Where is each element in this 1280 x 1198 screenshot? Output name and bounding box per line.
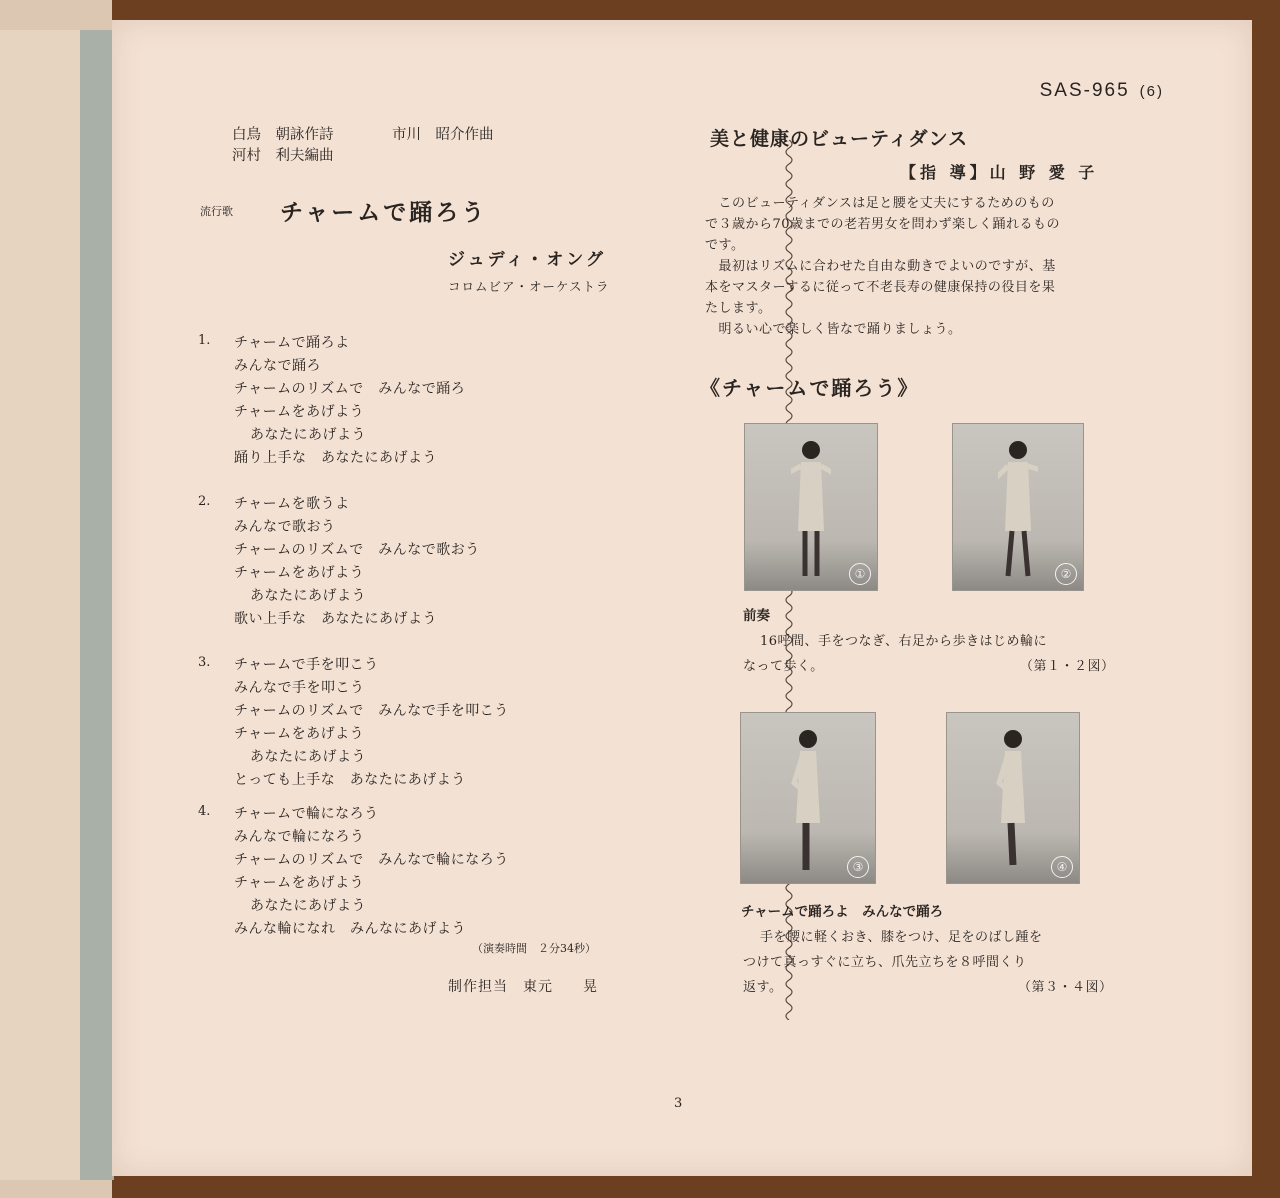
dance-title: 美と健康のビューティダンス bbox=[710, 128, 969, 150]
lyric-line: チャームで輪になろう bbox=[234, 806, 379, 822]
lyric-line: あなたにあげよう bbox=[250, 427, 366, 443]
section-title: 《チャームで踊ろう》 bbox=[700, 376, 920, 400]
step2-line-1: 手を腰に軽くおき、膝をつけ、足をのばし踵を bbox=[760, 930, 1043, 945]
verse-number: 3. bbox=[198, 655, 211, 670]
lyric-line: チャームをあげよう bbox=[234, 875, 365, 891]
verse-number: 4. bbox=[198, 804, 211, 819]
catalog-number bbox=[1040, 80, 1164, 102]
lyric-line: チャームをあげよう bbox=[234, 404, 365, 420]
lyric-line: みんなで歌おう bbox=[234, 519, 336, 535]
photo-number-1: ① bbox=[849, 563, 871, 585]
dance-intro-line: です。 bbox=[705, 238, 745, 253]
lyric-line: みんなで輪になろう bbox=[234, 829, 365, 845]
step1-heading: 前奏 bbox=[743, 608, 770, 624]
step1-line-1: 16呼間、手をつなぎ、右足から歩きはじめ輪に bbox=[760, 634, 1048, 649]
lyric-line: あなたにあげよう bbox=[250, 898, 366, 914]
lyric-line: チャームのリズムで みんなで手を叩こう bbox=[234, 703, 509, 719]
lyric-line: みんなで踊ろ bbox=[234, 358, 321, 374]
song-genre: 流行歌 bbox=[200, 205, 233, 218]
catalog-page: (6) bbox=[1139, 83, 1164, 100]
photo-number-3: ③ bbox=[847, 856, 869, 878]
dance-intro-line: このビューティダンスは足と腰を丈夫にするためのもの bbox=[705, 196, 1055, 211]
dance-intro-line: 本をマスターするに従って不老長寿の健康保持の役目を果 bbox=[705, 280, 1056, 295]
dance-intro-line: たします。 bbox=[705, 301, 772, 316]
dance-intro-line: で３歳から70歳までの老若男女を問わず楽しく踊れるもの bbox=[705, 217, 1061, 232]
page-number: 3 bbox=[674, 1096, 683, 1111]
lyric-line: とっても上手な あなたにあげよう bbox=[234, 772, 466, 788]
step2-line-3: 返す。 bbox=[743, 980, 783, 995]
verse-number: 2. bbox=[198, 494, 211, 509]
lyric-line: みんなで手を叩こう bbox=[234, 680, 365, 696]
artist-name: ジュディ・オング bbox=[448, 250, 606, 270]
dancer-figure bbox=[998, 436, 1038, 586]
orchestra-name: コロムビア・オーケストラ bbox=[448, 279, 610, 294]
dance-photo-2 bbox=[952, 423, 1084, 591]
dancer-figure bbox=[791, 436, 831, 586]
lyric-line: チャームのリズムで みんなで踊ろ bbox=[234, 381, 466, 397]
step1-line-2: なって歩く。 bbox=[743, 659, 824, 674]
lyric-line: あなたにあげよう bbox=[250, 588, 366, 604]
dance-intro-line: 最初はリズムに合わせた自由な動きでよいのですが、基 bbox=[705, 259, 1056, 274]
photo-number-4: ④ bbox=[1051, 856, 1073, 878]
photo-number-2: ② bbox=[1055, 563, 1077, 585]
song-title: チャームで踊ろう bbox=[280, 200, 488, 226]
catalog-code: SAS-965 bbox=[1039, 80, 1130, 101]
dance-photo-1 bbox=[744, 423, 878, 591]
dance-instructor: 【指 導】山 野 愛 子 bbox=[900, 163, 1099, 182]
lyric-line: チャームを歌うよ bbox=[234, 496, 350, 512]
lyric-line: チャームのリズムで みんなで歌おう bbox=[234, 542, 480, 558]
background-adjacent-sheet bbox=[0, 30, 82, 1180]
lyricist-credit: 白鳥 朝詠作詩 bbox=[232, 127, 334, 143]
dance-intro-line: 明るい心で楽しく皆なで踊りましょう。 bbox=[705, 322, 962, 337]
dancer-figure bbox=[993, 725, 1033, 875]
step2-heading: チャームで踊ろよ みんなで踊ろ bbox=[741, 904, 944, 920]
step1-figure-ref: （第１・２図） bbox=[1020, 659, 1115, 674]
lyric-line: チャームをあげよう bbox=[234, 565, 365, 581]
dancer-figure bbox=[788, 725, 828, 875]
lyric-line: みんな輪になれ みんなにあげよう bbox=[234, 921, 466, 937]
duration: （演奏時間 ２分34秒） bbox=[472, 942, 596, 955]
step2-line-2: つけて真っすぐに立ち、爪先立ちを８呼間くり bbox=[743, 955, 1027, 970]
producer-credit: 制作担当 東元 晃 bbox=[448, 979, 598, 995]
verse-number: 1. bbox=[198, 333, 211, 348]
lyric-line: 歌い上手な あなたにあげよう bbox=[234, 611, 437, 627]
arranger-credit: 河村 利夫編曲 bbox=[232, 148, 334, 164]
step2-figure-ref: （第３・４図） bbox=[1018, 980, 1113, 995]
lyric-line: 踊り上手な あなたにあげよう bbox=[234, 450, 437, 466]
lyric-line: チャームのリズムで みんなで輪になろう bbox=[234, 852, 509, 868]
composer-credit: 市川 昭介作曲 bbox=[392, 127, 494, 143]
background-sleeve-edge bbox=[80, 30, 114, 1180]
dance-photo-4 bbox=[946, 712, 1080, 884]
lyric-line: チャームをあげよう bbox=[234, 726, 365, 742]
lyric-line: チャームで手を叩こう bbox=[234, 657, 379, 673]
lyric-sheet-page bbox=[112, 20, 1252, 1175]
dance-photo-3 bbox=[740, 712, 876, 884]
lyric-line: あなたにあげよう bbox=[250, 749, 366, 765]
lyric-line: チャームで踊ろよ bbox=[234, 335, 350, 351]
